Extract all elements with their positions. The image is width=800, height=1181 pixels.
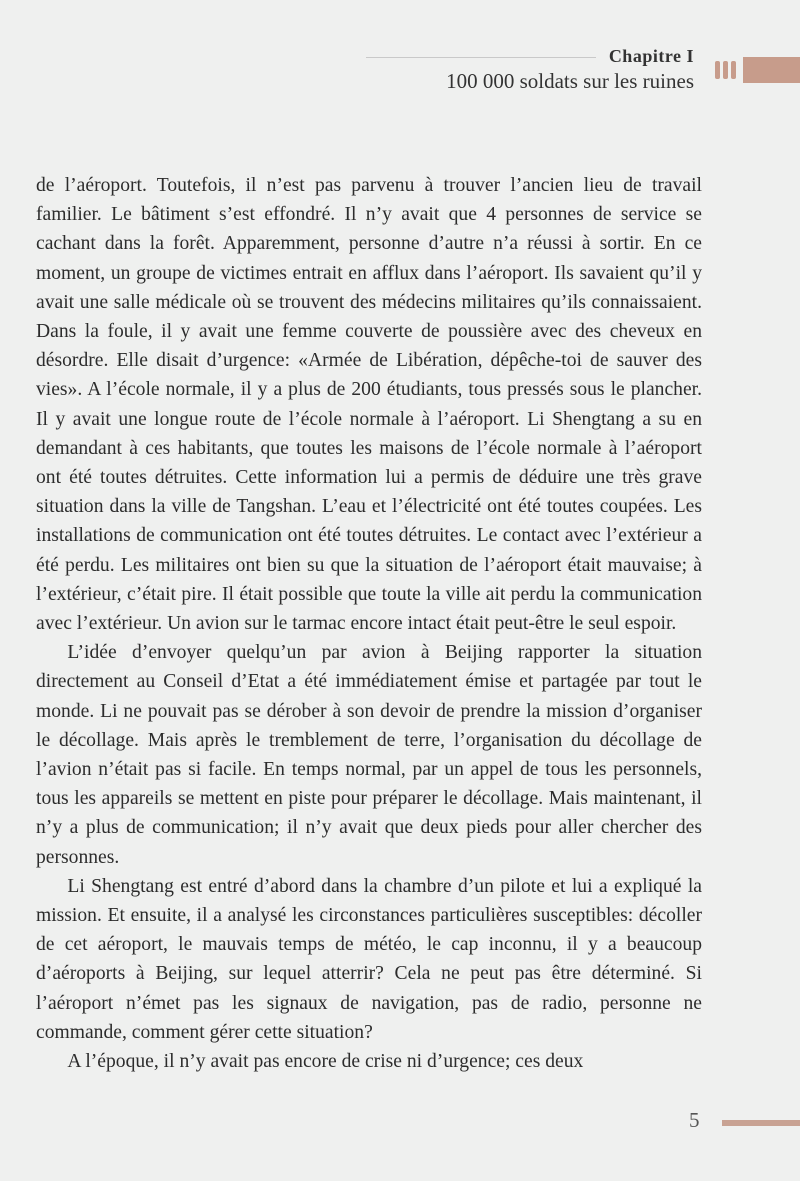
page-number: 5 xyxy=(689,1108,700,1132)
chapter-title: 100 000 soldats sur les ruines xyxy=(446,69,694,93)
chevron-mark-icon xyxy=(715,61,720,79)
body-text xyxy=(36,171,702,1076)
paragraph: Li Shengtang est entré d’abord dans la chambre d’un pilote et lui a expliqué la mission. Et ensuite, il a analysé les circonstances particulières susceptibles: décoller de cet aéroport, le mauvais temps de météo, le cap inconnu, il y a beaucoup d’aéroports à Beijing, sur lequel atterrir? Cela ne peut pas être déterminé. Si l’aéroport n’émet pas les signaux de navigation, pas de radio, personne ne commande, comment gérer cette situation? xyxy=(36,875,702,1043)
footer-rule xyxy=(722,1120,800,1126)
running-header xyxy=(446,46,694,94)
tab-bar xyxy=(743,57,800,83)
chevron-mark-icon xyxy=(723,61,728,79)
paragraph: L’idée d’envoyer quelqu’un par avion à Beijing rapporter la situation directement au Conseil d’Etat a été immédiatement émise et partagée par tout le monde. Li ne pouvait pas se dérober à son devoir de prendre la mission d’organiser le décollage. Mais après le tremblement de terre, l’organisation du décollage de l’avion n’était pas si facile. En temps normal, par un appel de tous les personnels, tous les appareils se mettent en piste pour préparer le décollage. Mais maintenant, il n’y a plus de communication; il n’y avait que deux pieds pour aller chercher des personnes. xyxy=(36,642,702,868)
paragraph: de l’aéroport. Toutefois, il n’est pas parvenu à trouver l’ancien lieu de travail familier. Le bâtiment s’est effondré. Il n’y avait que 4 personnes de service se cachant dans la forêt. Apparemment, personne d’autre n’a réussi à sortir. En ce moment, un groupe de victimes entrait en afflux dans l’aéroport. Ils savaient qu’il y avait une salle médicale où se trouvent des médecins militaires qu’ils connaissaient. Dans la foule, il y avait une femme couverte de poussière avec des cheveux en désordre. Elle disait d’urgence: «Armée de Libération, dépêche-toi de sauver des vies». A l’école normale, il y a plus de 200 étudiants, tous pressés sous le plancher. Il y avait une longue route de l’école normale à l’aéroport. Li Shengtang a su en demandant à ces habitants, que toutes les maisons de l’école normale à l’aéroport ont été toutes détruites. Cette information lui a permis de déduire une très grave situation dans la ville de Tangshan. L’eau et l’électricité ont été toutes coupées. Les installations de communication ont été toutes détruites. Le contact avec l’extérieur a été perdu. Les militaires ont bien su que la situation de l’aéroport était mauvaise; à l’extérieur, c’était pire. Il était possible que toute la ville ait perdu la communication avec l’extérieur. Un avion sur le tarmac encore intact était peut-être le seul espoir. xyxy=(36,175,702,635)
paragraph: A l’époque, il n’y avait pas encore de crise ni d’urgence; ces deux xyxy=(67,1051,584,1073)
chapter-number: Chapitre I xyxy=(608,46,694,66)
chapter-tab-decoration xyxy=(711,57,800,83)
chevron-mark-icon xyxy=(731,61,736,79)
